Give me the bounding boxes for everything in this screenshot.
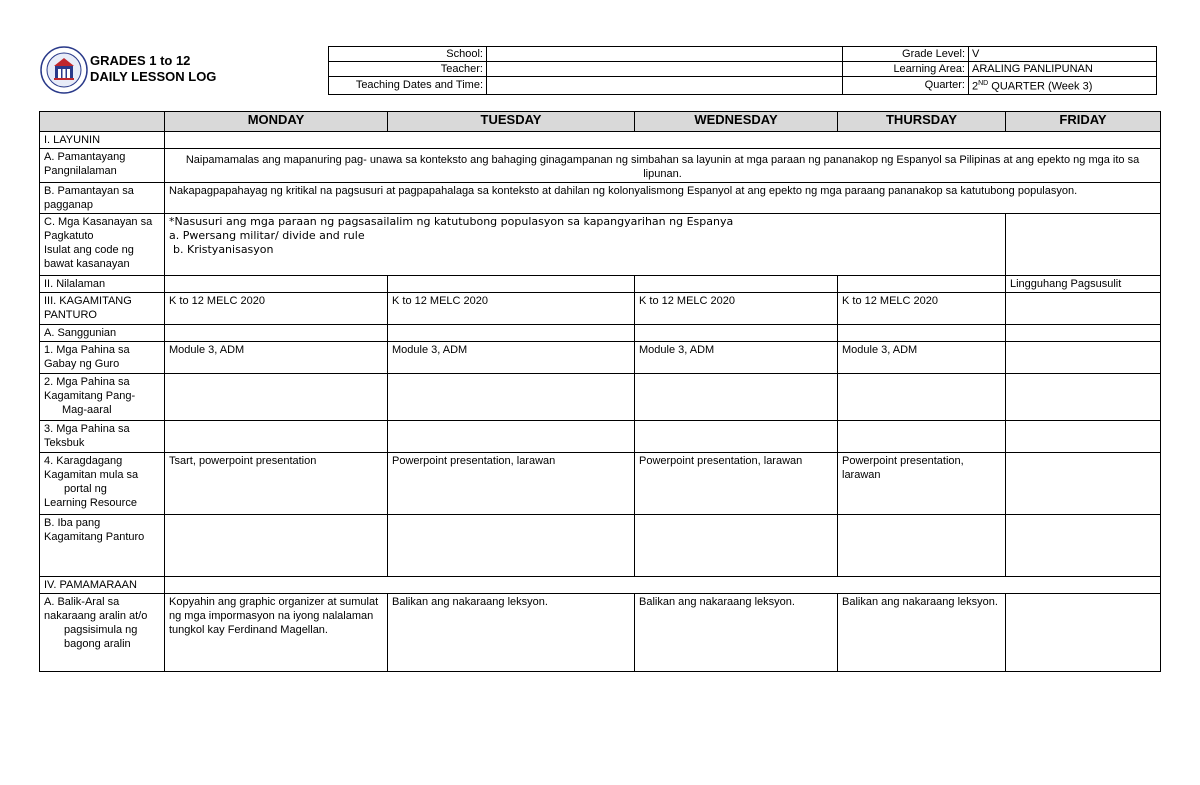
kasanayan-label: C. Mga Kasanayan sa Pagkatuto	[44, 216, 153, 242]
day-header-thursday: THURSDAY	[838, 112, 1006, 132]
balik-aral-label-2: pagsisimula ng bagong aralin	[64, 624, 138, 650]
karagdagang-wednesday: Powerpoint presentation, larawan	[635, 453, 838, 515]
quarter-value	[969, 77, 1157, 95]
iba-pang-label: B. Iba pang Kagamitang Panturo	[40, 515, 165, 577]
kagamitan-label: III. KAGAMITANG PANTURO	[40, 293, 165, 325]
pagganap-text: Nakapagpapahayag ng kritikal na pagsusuri at pagpapahalaga sa konteksto at dahilan ng kolonyalismong Espanyol at ang epekto ng mga paraang pananakop sa katutubong populasyon.	[165, 183, 1161, 214]
header	[38, 44, 1160, 100]
karagdagang-label: 4. Karagdagang Kagamitan mula sa	[44, 455, 139, 481]
pamamaraan-row	[40, 577, 1161, 594]
day-header-row	[40, 112, 1161, 132]
layunin-content	[165, 132, 1161, 149]
kagamitan-row	[40, 293, 1161, 325]
learning-area-label: Learning Area:	[843, 62, 969, 77]
kasanayan-item-a: a. Pwersang militar/ divide and rule	[169, 229, 365, 242]
karagdagang-monday: Tsart, powerpoint presentation	[165, 453, 388, 515]
grade-level-value: V	[969, 47, 1157, 62]
kagamitan-wednesday: K to 12 MELC 2020	[635, 293, 838, 325]
balik-aral-thursday: Balikan ang nakaraang leksyon.	[838, 594, 1006, 672]
kasanayan-item-b: b. Kristyanisasyon	[173, 243, 274, 256]
pagganap-row	[40, 183, 1161, 214]
nilalaman-thursday	[838, 276, 1006, 293]
kasanayan-row	[40, 214, 1161, 276]
grade-level-label: Grade Level:	[843, 47, 969, 62]
info-table	[328, 46, 1157, 95]
nilalaman-wednesday	[635, 276, 838, 293]
karagdagang-label-3: Learning Resource	[44, 497, 137, 509]
pamamaraan-label: IV. PAMAMARAAN	[40, 577, 165, 594]
kagamitan-thursday: K to 12 MELC 2020	[838, 293, 1006, 325]
kagamitan-friday	[1006, 293, 1161, 325]
nilalaman-label: II. Nilalaman	[40, 276, 165, 293]
nilalaman-row	[40, 276, 1161, 293]
layunin-row	[40, 132, 1161, 149]
quarter-text: QUARTER (Week 3)	[988, 80, 1093, 93]
balik-aral-wednesday: Balikan ang nakaraang leksyon.	[635, 594, 838, 672]
teacher-label: Teacher:	[329, 62, 487, 77]
karagdagang-row	[40, 453, 1161, 515]
school-value	[487, 47, 843, 62]
pahina-guro-tuesday: Module 3, ADM	[388, 342, 635, 374]
karagdagang-label-2: portal ng	[64, 483, 107, 495]
learning-area-value: ARALING PANLIPUNAN	[969, 62, 1157, 77]
nilalaman-friday: Lingguhang Pagsusulit	[1006, 276, 1161, 293]
kagamitan-tuesday: K to 12 MELC 2020	[388, 293, 635, 325]
pahina-guro-wednesday: Module 3, ADM	[635, 342, 838, 374]
day-header-tuesday: TUESDAY	[388, 112, 635, 132]
deped-seal-icon	[40, 46, 88, 94]
nilalaman-tuesday	[388, 276, 635, 293]
pagganap-label: B. Pamantayan sa pagganap	[40, 183, 165, 214]
day-header-monday: MONDAY	[165, 112, 388, 132]
pamantayang-label: A. Pamantayang Pangnilalaman	[40, 149, 165, 183]
title-line-1: GRADES 1 to 12	[90, 53, 191, 68]
quarter-number: 2	[972, 80, 979, 93]
teaching-dates-value	[487, 77, 843, 95]
balik-aral-row	[40, 594, 1161, 672]
balik-aral-tuesday: Balikan ang nakaraang leksyon.	[388, 594, 635, 672]
kasanayan-text: *Nasusuri ang mga paraan ng pagsasailalim ng katutubong populasyon sa kapangyarihan ng Espanya	[169, 215, 734, 228]
karagdagang-label-cell	[40, 453, 165, 515]
balik-aral-label-cell	[40, 594, 165, 672]
kagamitan-monday: K to 12 MELC 2020	[165, 293, 388, 325]
pahina-guro-label: 1. Mga Pahina sa Gabay ng Guro	[40, 342, 165, 374]
pahina-guro-thursday: Module 3, ADM	[838, 342, 1006, 374]
corner-cell	[40, 112, 165, 132]
sanggunian-label: A. Sanggunian	[40, 325, 165, 342]
kasanayan-friday	[1006, 214, 1161, 276]
pamantayang-row	[40, 149, 1161, 183]
nilalaman-monday	[165, 276, 388, 293]
pahina-mag-label-cell	[40, 374, 165, 421]
layunin-label: I. LAYUNIN	[40, 132, 165, 149]
pamamaraan-content	[165, 577, 1161, 594]
sanggunian-row	[40, 325, 1161, 342]
pahina-mag-label: 2. Mga Pahina sa Kagamitang Pang-	[44, 376, 136, 402]
balik-aral-label: A. Balik-Aral sa nakaraang aralin at/o	[44, 596, 148, 622]
teacher-value	[487, 62, 843, 77]
kasanayan-sub: Isulat ang code ng bawat kasanayan	[44, 244, 134, 270]
pahina-mag-label-2: Mag-aaral	[62, 404, 112, 416]
title-line-2: DAILY LESSON LOG	[90, 69, 217, 84]
document-title	[90, 53, 216, 85]
kasanayan-content	[165, 214, 1006, 276]
day-header-friday: FRIDAY	[1006, 112, 1161, 132]
pahina-guro-row	[40, 342, 1161, 374]
pahina-mag-row	[40, 374, 1161, 421]
balik-aral-monday: Kopyahin ang graphic organizer at sumulat ng mga impormasyon na iyong nalalaman tungkol kay Ferdinand Magellan.	[165, 594, 388, 672]
quarter-superscript: ND	[978, 80, 989, 87]
teksbuk-row	[40, 421, 1161, 453]
quarter-label: Quarter:	[843, 77, 969, 95]
pamantayang-text: Naipamamalas ang mapanuring pag- unawa sa konteksto ang bahaging ginagampanan ng simbahan sa layunin at mga paraan ng pananakop ng Espanyol sa Pilipinas at ang epekto ng mga ito sa lipunan.	[165, 149, 1161, 183]
lesson-log-table	[39, 111, 1161, 672]
teksbuk-label: 3. Mga Pahina sa Teksbuk	[40, 421, 165, 453]
iba-pang-row	[40, 515, 1161, 577]
karagdagang-tuesday: Powerpoint presentation, larawan	[388, 453, 635, 515]
karagdagang-thursday: Powerpoint presentation, larawan	[838, 453, 1006, 515]
teaching-dates-label: Teaching Dates and Time:	[329, 77, 487, 95]
school-label: School:	[329, 47, 487, 62]
kasanayan-label-cell	[40, 214, 165, 276]
pahina-guro-monday: Module 3, ADM	[165, 342, 388, 374]
day-header-wednesday: WEDNESDAY	[635, 112, 838, 132]
